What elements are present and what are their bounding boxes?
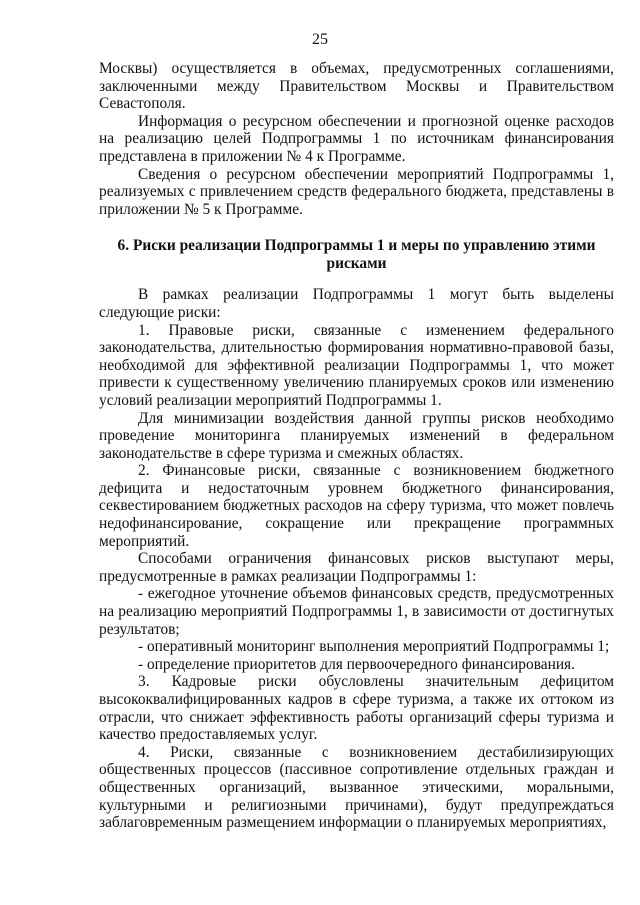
list-item: - определение приоритетов для первоочередного финансирования. [138,655,575,673]
page-number: 25 [312,31,328,48]
section-heading: 6. Риски реализации Подпрограммы 1 и меры по управлению этими рисками [117,237,596,273]
document-body [99,60,614,832]
paragraph: 4. Риски, связанные с возникновением дестабилизирующих общественных процессов (пассивное сопротивление отдельных граждан и общественных организаций, вызванное этическими, моральными, культурными и религиозными причинами), будут предупреждаться заблаговременным размещением информации о планируемых мероприятиях, [99,743,614,832]
paragraph: Для минимизации воздействия данной группы рисков необходимо проведение мониторинга планируемых изменений в федеральном законодательстве в сфере туризма и смежных областях. [99,409,614,462]
paragraph: Информация о ресурсном обеспечении и прогнозной оценке расходов на реализацию целей Подпрограммы 1 по источникам финансирования представлена в приложении № 4 к Программе. [99,112,614,165]
paragraph: Москвы) осуществляется в объемах, предусмотренных соглашениями, заключенными между Правительством Москвы и Правительством Севастополя. [99,60,614,113]
list-item: - ежегодное уточнение объемов финансовых средств, предусмотренных на реализацию мероприятий Подпрограммы 1, в зависимости от достигнутых результатов; [99,585,614,638]
paragraph: 2. Финансовые риски, связанные с возникновением бюджетного дефицита и недостаточным уровнем бюджетного финансирования, секвестированием бюджетных расходов на сферу туризма, что может повлечь недофинансирование, сокращение или прекращение программных мероприятий. [99,462,614,550]
paragraph: Способами ограничения финансовых рисков выступают меры, предусмотренные в рамках реализации Подпрограммы 1: [99,550,614,585]
list-item: - оперативный мониторинг выполнения мероприятий Подпрограммы 1; [138,638,610,656]
paragraph: В рамках реализации Подпрограммы 1 могут быть выделены следующие риски: [99,286,614,321]
paragraph: Сведения о ресурсном обеспечении мероприятий Подпрограммы 1, реализуемых с привлечением средств федерального бюджета, представлены в приложении № 5 к Программе. [99,165,614,218]
paragraph: 3. Кадровые риски обусловлены значительным дефицитом высококвалифицированных кадров в сфере туризма, а также их оттоком из отрасли, что снижает эффективность работы организаций сферы туризма и качество предоставляемых услуг. [99,673,614,744]
paragraph: 1. Правовые риски, связанные с изменением федерального законодательства, длительностью формирования нормативно-правовой базы, необходимой для эффективной реализации Подпрограммы 1, что может привести к существенному увеличению планируемых сроков или изменению условий реализации мероприятий Подпрограммы 1. [99,321,614,409]
